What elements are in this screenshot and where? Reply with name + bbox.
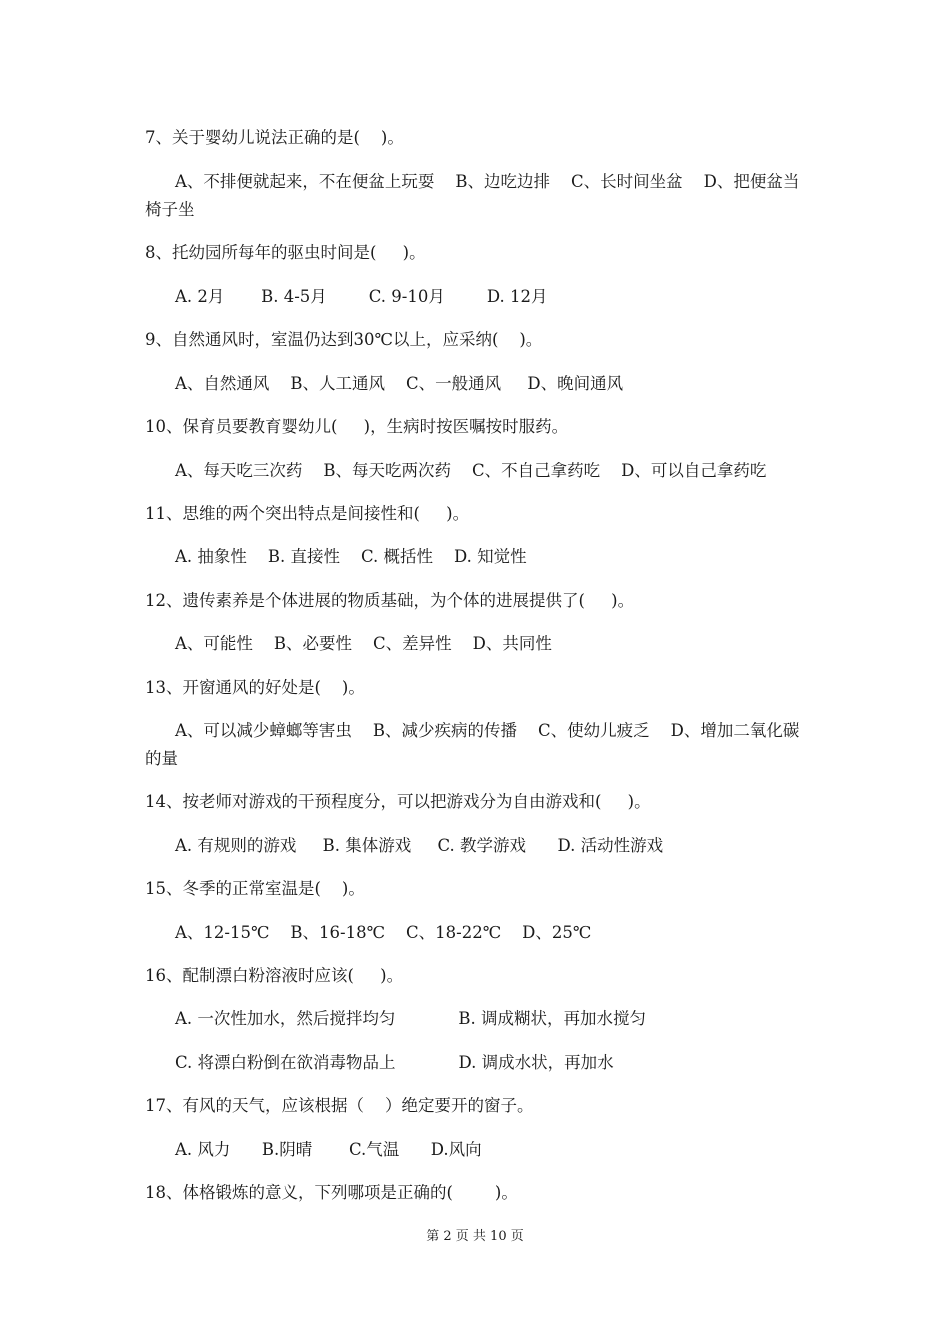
question-14-options: A. 有规则的游戏 B. 集体游戏 C. 教学游戏 D. 活动性游戏 — [175, 836, 664, 855]
question-8-stem: 8、托幼园所每年的驱虫时间是( )。 — [145, 243, 426, 262]
question-7-options-continued: 椅子坐 — [145, 200, 195, 219]
question-18-stem: 18、体格锻炼的意义，下列哪项是正确的( )。 — [145, 1183, 518, 1202]
question-13-options: A、可以减少蟑螂等害虫 B、减少疾病的传播 C、使幼儿疲乏 D、增加二氧化碳 — [175, 721, 800, 740]
question-14-stem: 14、按老师对游戏的干预程度分，可以把游戏分为自由游戏和( )。 — [145, 792, 651, 811]
question-16-options-row1: A. 一次性加水，然后搅拌均匀 B. 调成糊状，再加水搅匀 — [175, 1009, 646, 1028]
question-17-options: A. 风力 B.阴晴 C.气温 D.风向 — [175, 1140, 482, 1159]
question-17-stem: 17、有风的天气，应该根据（ ）绝定要开的窗子。 — [145, 1096, 534, 1115]
question-7-options: A、不排便就起来，不在便盆上玩耍 B、边吃边排 C、长时间坐盆 D、把便盆当 — [175, 172, 800, 191]
question-10-stem: 10、保育员要教育婴幼儿( )，生病时按医嘱按时服药。 — [145, 417, 569, 436]
question-12-options: A、可能性 B、必要性 C、差异性 D、共同性 — [175, 634, 552, 653]
question-15-options: A、12-15℃ B、16-18℃ C、18-22℃ D、25℃ — [175, 923, 592, 942]
question-15-stem: 15、冬季的正常室温是( )。 — [145, 879, 365, 898]
question-13-options-continued: 的量 — [145, 749, 178, 768]
question-16-stem: 16、配制漂白粉溶液时应该( )。 — [145, 966, 404, 985]
question-16-options-row2: C. 将漂白粉倒在欲消毒物品上 D. 调成水状，再加水 — [175, 1053, 614, 1072]
question-11-stem: 11、思维的两个突出特点是间接性和( )。 — [145, 504, 470, 523]
question-13-stem: 13、开窗通风的好处是( )。 — [145, 678, 365, 697]
question-8-options: A. 2月 B. 4-5月 C. 9-10月 D. 12月 — [175, 287, 548, 306]
question-11-options: A. 抽象性 B. 直接性 C. 概括性 D. 知觉性 — [175, 547, 527, 566]
question-9-options: A、自然通风 B、人工通风 C、一般通风 D、晚间通风 — [175, 374, 624, 393]
question-12-stem: 12、遗传素养是个体进展的物质基础，为个体的进展提供了( )。 — [145, 591, 635, 610]
page-number-footer: 第 2 页 共 10 页 — [426, 1229, 524, 1244]
question-9-stem: 9、自然通风时，室温仍达到30℃以上，应采纳( )。 — [145, 330, 543, 349]
question-7-stem: 7、关于婴幼儿说法正确的是( )。 — [145, 128, 404, 147]
question-10-options: A、每天吃三次药 B、每天吃两次药 C、不自己拿药吃 D、可以自己拿药吃 — [175, 461, 767, 480]
